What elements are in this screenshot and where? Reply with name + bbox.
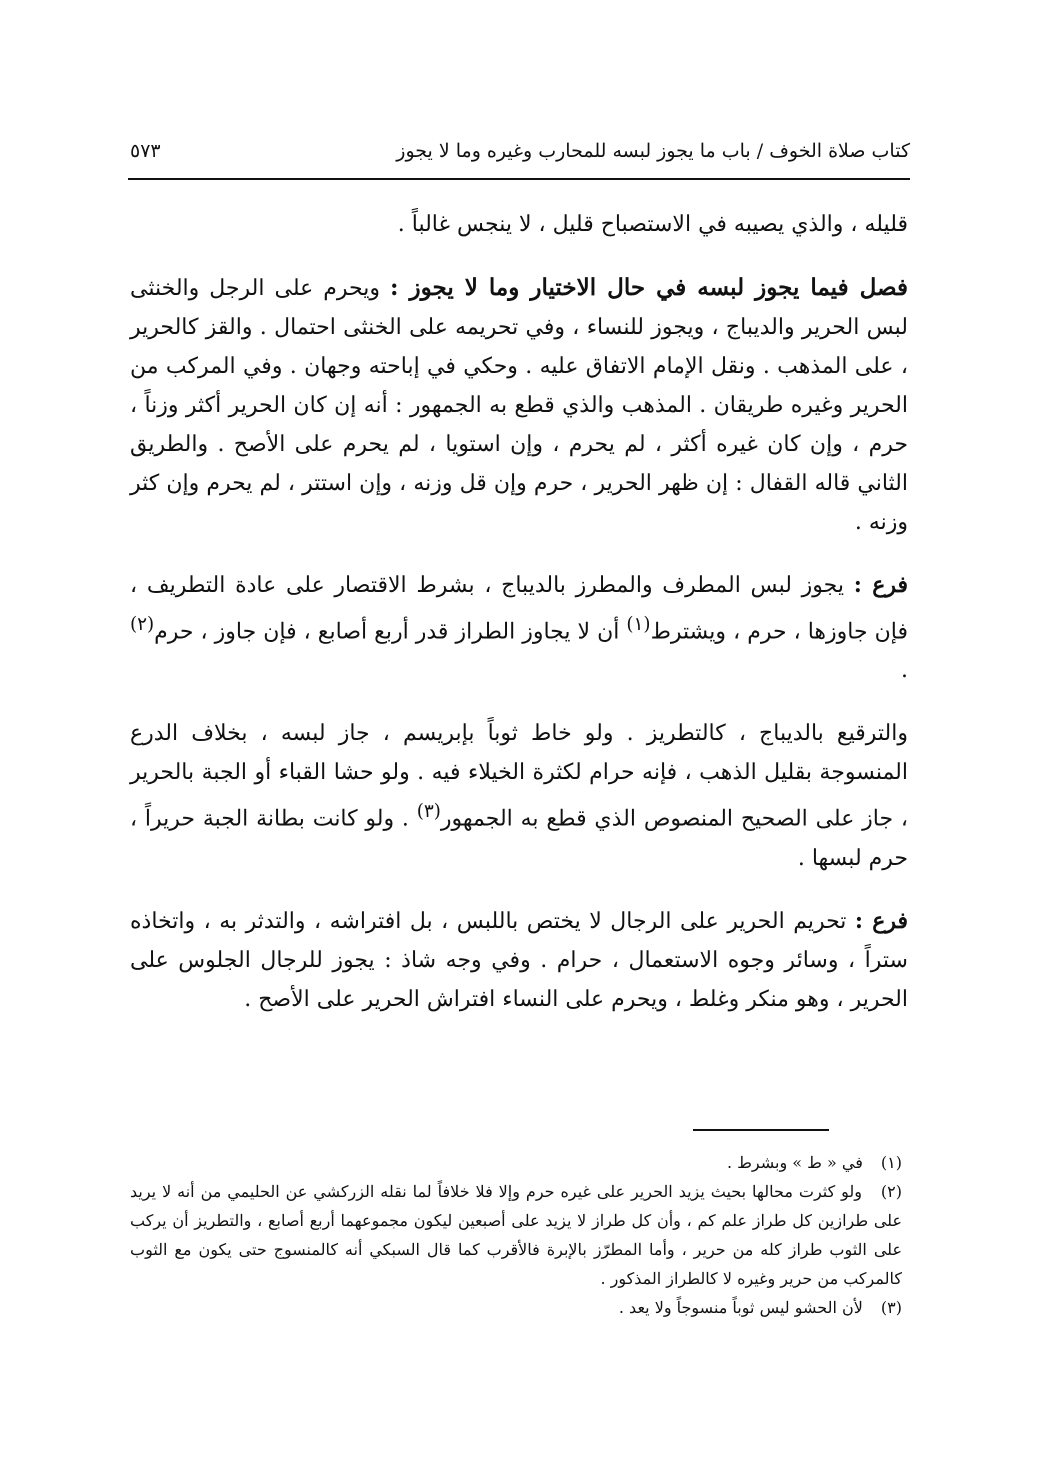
footnote-divider	[693, 1129, 829, 1131]
paragraph-text: .	[901, 658, 908, 684]
paragraph-text: ويحرم على الرجل والخنثى لبس الحرير والديباج ، ويجوز للنساء ، وفي تحريمه على الخنثى احتمال . والقز كالحرير ، على المذهب . ونقل الإمام الاتفاق عليه . وحكي في إباحته وجهان . وفي المركب من الحرير وغيره طريقان . المذهب والذي قطع به الجمهور : أنه إن كان الحرير أكثر وزناً ، حرم ، وإن كان غيره أكثر ، لم يحرم ، وإن استويا ، لم يحرم على الأصح . والطريق الثاني قاله القفال : إن ظهر الحرير ، حرم وإن قل وزنه ، وإن استتر ، لم يحرم وإن كثر وزنه .	[130, 276, 908, 535]
footnote-text: ولو كثرت محالها بحيث يزيد الحرير على غيره حرم وإلا فلا خلافاً لما نقله الزركشي عن الحليمي من أنه لا يريد على طرازين كل طراز علم كم ، وأن كل طراز لا يزيد على أصبعين ليكون مجموعهما أربع أصابع ، والتطريز أن يركب على الثوب طراز كله من حرير ، وأما المطرّز بالإبرة فالأقرب كما قال السبكي أنه كالمنسوج حتى يكون مع الثوب كالمركب من حرير وغيره لا كالطراز المذكور .	[130, 1182, 902, 1288]
footnote-marker: (١)	[880, 1153, 902, 1172]
paragraph-text: تحريم الحرير على الرجال لا يختص باللبس ، بل افتراشه ، والتدثر به ، واتخاذه ستراً ، وسائر وجوه الاستعمال ، حرام . وفي وجه شاذ : يجوز للرجال الجلوس على الحرير ، وهو منكر وغلط ، ويحرم على النساء افتراش الحرير على الأصح .	[130, 908, 908, 1012]
header-divider	[128, 178, 910, 180]
footnote-ref-2[interactable]: (٢)	[130, 614, 155, 635]
section-title: فصل فيما يجوز لبسه في حال الاختيار وما لا يجوز :	[389, 274, 908, 301]
footnote-marker: (٣)	[880, 1298, 902, 1317]
footnotes	[130, 1148, 902, 1322]
paragraph-text: . ولو كانت بطانة الجبة حريراً ، حرم لبسها .	[130, 806, 908, 871]
paragraph-text: والترقيع بالديباج ، كالتطريز . ولو خاط ثوباً بإبريسم ، جاز لبسه ، بخلاف الدرع المنسوجة بقليل الذهب ، فإنه حرام لكثرة الخيلاء فيه . ولو حشا القباء أو الجبة بالحرير ، جاز على الصحيح المنصوص الذي قطع به الجمهور	[130, 721, 908, 832]
page-header	[130, 138, 910, 164]
footnote-text: في « ط » وبشرط .	[726, 1153, 863, 1172]
branch-label: فرع :	[854, 907, 908, 934]
paragraph-section	[130, 268, 908, 542]
branch-label: فرع :	[853, 572, 908, 598]
page-number: ٥٧٣	[130, 140, 161, 162]
footnote-text: لأن الحشو ليس ثوباً منسوجاً ولا يعد .	[618, 1298, 863, 1317]
paragraph-branch-2	[130, 902, 908, 1019]
footnote-2	[130, 1177, 902, 1293]
footnote-ref-3[interactable]: (٣)	[416, 801, 441, 823]
footnote-1	[130, 1148, 902, 1177]
paragraph-padding	[130, 714, 908, 877]
paragraph-continuation	[130, 205, 908, 244]
main-text	[130, 205, 908, 1019]
footnote-ref-1[interactable]: (١)	[626, 614, 651, 635]
footnote-3	[130, 1293, 902, 1322]
paragraph-text: أن لا يجاوز الطراز قدر أربع أصابع ، فإن جاوز ، حرم	[154, 619, 627, 645]
footnote-marker: (٢)	[880, 1182, 902, 1201]
paragraph-branch-1	[130, 566, 908, 690]
running-title: كتاب صلاة الخوف / باب ما يجوز لبسه للمحارب وغيره وما لا يجوز	[396, 140, 910, 162]
paragraph-text: قليله ، والذي يصيبه في الاستصباح قليل ، لا ينجس غالباً .	[397, 212, 908, 237]
paragraph-text: يجوز لبس المطرف والمطرز بالديباج ، بشرط الاقتصار على عادة التطريف ، فإن جاوزها ، حرم ، ويشترط	[130, 573, 908, 645]
